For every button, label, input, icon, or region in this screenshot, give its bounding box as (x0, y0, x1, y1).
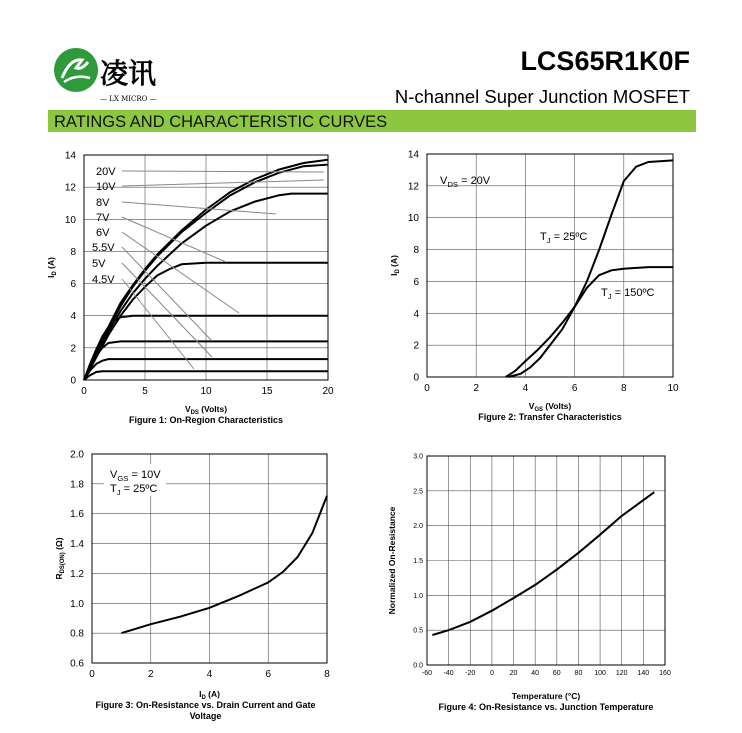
figure-title: Figure 1: On-Region Characteristics (128, 415, 284, 425)
x-tick-label: 100 (594, 670, 606, 677)
figure-1 (46, 151, 334, 426)
y-tick-label: 1.0 (413, 592, 423, 600)
x-tick-label: 8 (324, 669, 330, 680)
y-tick-label: 1.8 (70, 479, 84, 491)
series-line-1 (508, 160, 673, 377)
x-axis-label: $I_D$ (A) (199, 689, 220, 702)
x-tick-label: -20 (465, 670, 476, 677)
y-tick-label: 1.5 (413, 557, 423, 565)
legend-label: 5V (92, 258, 106, 270)
legend-label: 7V (96, 212, 110, 224)
y-tick-label: 0.8 (70, 628, 84, 640)
device-type: N-channel Super Junction MOSFET (394, 86, 690, 107)
figure-title: Figure 4: On-Resistance vs. Junction Temperature (438, 702, 654, 712)
y-tick-label: 14 (407, 149, 419, 161)
y-tick-label: 1.2 (70, 568, 84, 580)
x-tick-label: 6 (265, 669, 272, 680)
legend-leader-line (122, 247, 212, 341)
y-axis-label: $I_D$ (A) (46, 257, 59, 278)
x-axis-label: Temperature (°C) (511, 691, 581, 701)
x-tick-label: 10 (200, 386, 212, 397)
y-tick-label: 0 (70, 375, 76, 387)
y-tick-label: 0.0 (413, 662, 423, 670)
figure-2-annotations (440, 175, 654, 301)
x-tick-label: 20 (509, 670, 518, 677)
legend-label: 6V (96, 227, 110, 239)
y-tick-label: 6 (70, 279, 76, 291)
part-number: LCS65R1K0F (520, 46, 690, 76)
legend-leader-line (122, 263, 212, 357)
x-tick-label: 0 (81, 386, 87, 397)
x-tick-label: 0 (89, 669, 95, 680)
x-tick-label: 8 (621, 383, 627, 394)
legend-leader-line (122, 180, 324, 186)
figure-title: Figure 3: On-Resistance vs. Drain Current and Gate (95, 700, 316, 710)
y-tick-label: 2.0 (70, 449, 84, 461)
series-line-1 (121, 496, 327, 633)
legend-leader-line (122, 279, 194, 369)
y-tick-label: 12 (407, 181, 419, 193)
y-tick-label: 4 (413, 308, 419, 320)
y-tick-label: 8 (70, 246, 76, 258)
x-tick-label: 80 (574, 670, 583, 677)
x-tick-label: 4 (522, 383, 529, 394)
legend-label: 4.5V (92, 274, 115, 286)
y-tick-label: 1.6 (70, 509, 84, 521)
section-banner: RATINGS AND CHARACTERISTIC CURVES (48, 110, 696, 132)
y-tick-label: 0 (413, 372, 419, 384)
x-tick-label: 40 (531, 670, 540, 677)
y-tick-label: 12 (64, 182, 76, 194)
legend-label: 5.5V (92, 242, 115, 254)
legend-label: 10V (96, 181, 116, 193)
legend-leader-line (122, 171, 324, 172)
y-tick-label: 2.0 (413, 523, 423, 531)
y-tick-label: 1.0 (70, 598, 84, 610)
tj-annotation: $T_J$ = 25ºC (110, 483, 158, 497)
x-tick-label: 140 (637, 670, 650, 677)
figure-title: Figure 2: Transfer Characteristics (478, 412, 622, 422)
y-tick-label: 0.6 (70, 658, 84, 670)
x-tick-label: -60 (421, 670, 433, 677)
figure-2 (389, 150, 679, 423)
x-axis-label: $V_{GS}$ (Volts) (528, 401, 572, 414)
x-tick-label: -40 (443, 670, 454, 677)
x-tick-label: 20 (322, 386, 334, 397)
figure-3-annotations (104, 464, 166, 497)
x-tick-label: 120 (615, 670, 628, 677)
legend-label: 20V (96, 166, 116, 178)
brand-name-en: — LX MICRO — (100, 95, 157, 103)
figure-4 (387, 453, 671, 712)
x-tick-label: 0 (424, 383, 430, 394)
figure-1-legend (92, 166, 324, 369)
y-tick-label: 2 (70, 343, 76, 355)
x-tick-label: 5 (142, 386, 148, 397)
vgs-annotation: $V_{GS} = 10V$ (110, 469, 161, 483)
y-tick-label: 1.4 (70, 539, 84, 551)
figure-3 (54, 450, 330, 722)
x-axis-label: $V_{DS}$ (Volts) (184, 404, 228, 417)
series-label-25c: $T_J$ = 25ºC (540, 231, 588, 245)
series-line-2 (506, 267, 673, 377)
y-tick-label: 0.5 (413, 627, 423, 635)
series-label-150c: $T_J$ = 150ºC (601, 287, 655, 301)
y-tick-label: 6 (413, 276, 419, 288)
y-tick-label: 8 (413, 245, 419, 257)
y-tick-label: 10 (64, 214, 76, 226)
y-axis-label: Normalized On-Resistance (387, 506, 397, 615)
x-tick-label: 60 (552, 670, 561, 677)
x-tick-label: 10 (667, 383, 679, 394)
brand-name-cn: 凌讯 (100, 57, 157, 90)
y-tick-label: 4 (70, 311, 76, 323)
x-tick-label: 6 (571, 383, 578, 394)
y-tick-label: 14 (64, 150, 76, 162)
x-tick-label: 15 (261, 386, 273, 397)
y-tick-label: 2.5 (413, 488, 423, 496)
series-line-1 (432, 492, 654, 635)
x-tick-label: 2 (147, 669, 154, 680)
y-axis-label: $I_D$ (A) (389, 255, 402, 276)
legend-label: 8V (96, 197, 110, 209)
y-axis-label: $R_{DS(ON)}$ (Ω) (54, 537, 67, 580)
x-tick-label: 160 (659, 670, 671, 677)
y-tick-label: 3.0 (413, 453, 423, 461)
figure-title-line2: Voltage (189, 711, 222, 721)
x-tick-label: 0 (489, 670, 494, 677)
x-tick-label: 2 (473, 383, 479, 394)
y-tick-label: 2 (413, 340, 419, 352)
y-tick-label: 10 (407, 213, 419, 225)
x-tick-label: 4 (206, 669, 213, 680)
vds-annotation: $V_{DS} = 20V$ (440, 175, 491, 189)
